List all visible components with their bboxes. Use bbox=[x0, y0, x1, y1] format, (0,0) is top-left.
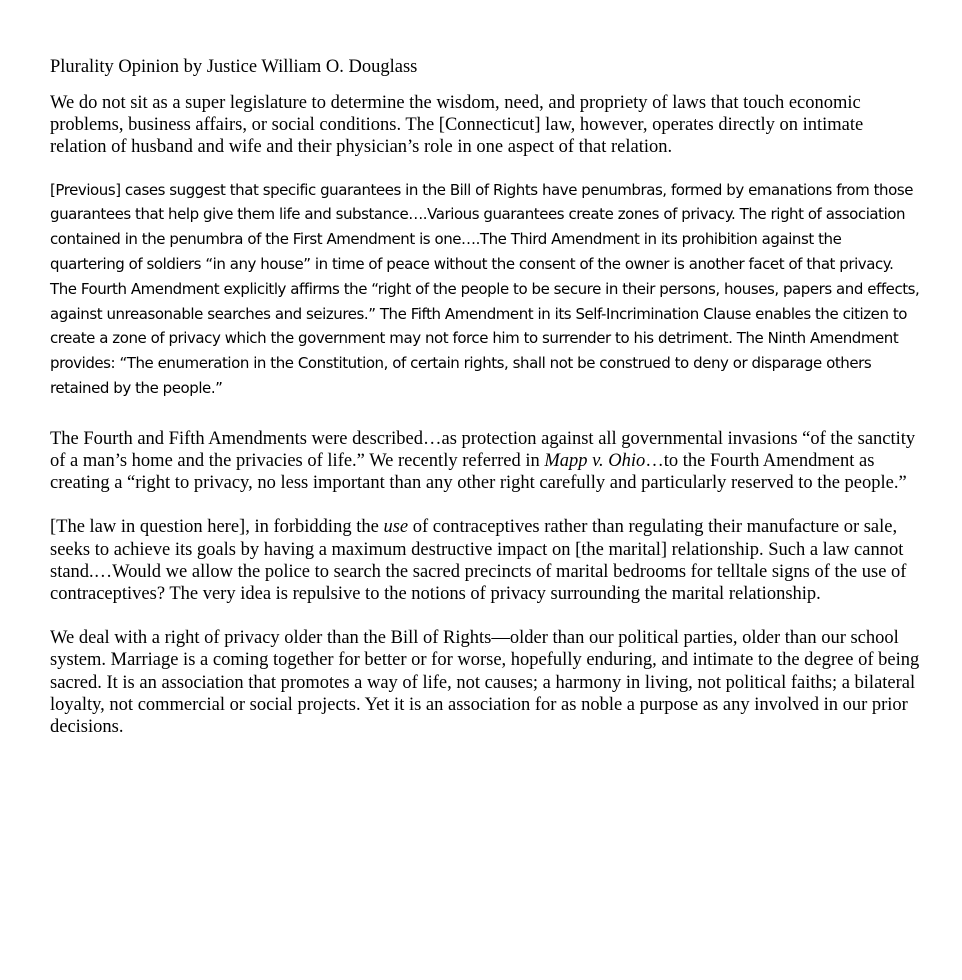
paragraph-3 bbox=[50, 428, 920, 495]
paragraph-4-text-b: of contraceptives rather than regulating their manufacture or sale, seeks to achieve its goals by having a maximum destructive impact on [the marital] relationship. Such a law cannot stand.…Would we allow the police to search the sacred precincts of marital bedrooms for telltale signs of the use of contraceptives? The very idea is repulsive to the notions of privacy surrounding the marital relationship. bbox=[50, 517, 907, 604]
paragraph-3-text-b: …to the Fourth Amendment as creating a “right to privacy, no less important than any other right carefully and particularly reserved to the people.” bbox=[50, 450, 907, 494]
paragraph-1: We do not sit as a super legislature to determine the wisdom, need, and propriety of laws that touch economic problems, business affairs, or social conditions. The [Connecticut] law, however, operates directly on intimate relation of husband and wife and their physician’s role in one aspect of that relation. bbox=[50, 93, 864, 158]
paragraph-4-text-a: [The law in question here], in forbidding the bbox=[50, 517, 384, 538]
paragraph-3-text-a: The Fourth and Fifth Amendments were described…as protection against all governmental invasions “of the sanctity of a man’s home and the privacies of life.” We recently referred in bbox=[50, 428, 916, 471]
paragraph-5: We deal with a right of privacy older than the Bill of Rights—older than our political parties, older than our school system. Marriage is a coming together for better or for worse, hopefully enduring, and intimate to the degree of being sacred. It is an association that promotes a way of life, not causes; a harmony in living, not political faiths; a bilateral loyalty, not commercial or social projects. Yet it is an association for as noble a purpose as any involved in our prior decisions. bbox=[50, 628, 920, 738]
paragraph-2: [Previous] cases suggest that specific guarantees in the Bill of Rights have penumbras, formed by emanations from those guarantees that help give them life and substance….Various guarantees create zones of privacy. The right of association contained in the penumbra of the First Amendment is one….The Third Amendment in its prohibition against the quartering of soldiers “in any house” in time of peace without the consent of the owner is another facet of that privacy. The Fourth Amendment explicitly affirms the “right of the people to be secure in their persons, houses, papers and effects, against unreasonable searches and seizures.” The Fifth Amendment in its Self-Incrimination Clause enables the citizen to create a zone of privacy which the government may not force him to surrender to his detriment. The Ninth Amendment provides: “The enumeration in the Constitution, of certain rights, shall not be construed to deny or disparage others retained by the people.” bbox=[50, 180, 920, 397]
document-page bbox=[50, 56, 920, 760]
paragraph-4 bbox=[50, 516, 920, 605]
case-citation: Mapp v. Ohio bbox=[544, 450, 646, 471]
emphasized-word: use bbox=[383, 517, 409, 538]
document-title: Plurality Opinion by Justice William O. Douglass bbox=[50, 57, 418, 77]
